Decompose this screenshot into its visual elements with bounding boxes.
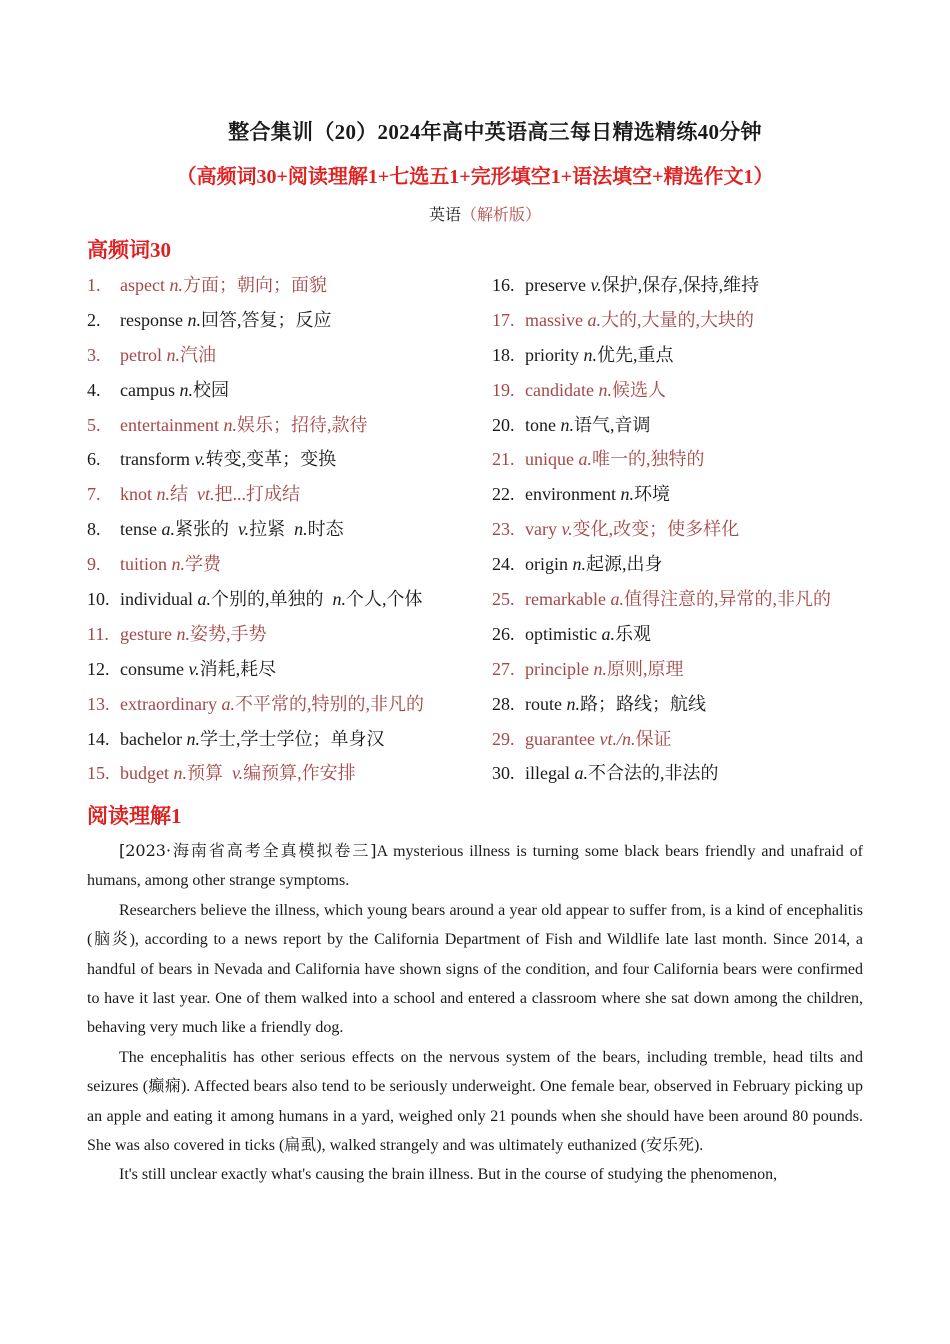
vocab-pos: n. xyxy=(560,414,574,435)
vocab-word: unique xyxy=(525,449,574,470)
vocab-item xyxy=(87,268,327,302)
vocab-row xyxy=(87,338,887,373)
vocab-pos: a. xyxy=(578,449,592,470)
reading-passage xyxy=(87,836,863,1190)
vocab-word: origin xyxy=(525,554,568,575)
vocab-row xyxy=(87,442,887,477)
vocab-word: illegal xyxy=(525,763,570,784)
vocab-pos: vt./n. xyxy=(599,728,636,749)
vocab-number: 18. xyxy=(492,344,515,365)
vocab-pos: n. xyxy=(186,728,200,749)
vocab-number: 4. xyxy=(87,379,101,400)
vocab-meaning: 汽油 xyxy=(180,344,216,365)
vocab-word: campus xyxy=(120,379,175,400)
reading-paragraph: Researchers believe the illness, which young bears around a year old appear to suffer from, is a kind of encephalitis (脑炎), according to a news report by the California Department of Fish and Wildlife late last month. Since 2014, a handful of bears in Nevada and California have shown signs of the condition, and four California bears were confirmed to have it last year. One of them walked into a school and entered a classroom where she sat down among the children, behaving very much like a friendly dog. xyxy=(87,901,863,1037)
vocab-meaning: 保证 xyxy=(635,728,672,749)
vocab-meaning: 把...打成结 xyxy=(214,484,301,505)
reading-paragraph: It's still unclear exactly what's causing the brain illness. But in the course of studying the phenomenon, xyxy=(119,1166,778,1184)
label-suffix: （解析版） xyxy=(461,207,542,224)
vocab-word: individual xyxy=(120,589,193,610)
vocab-item xyxy=(492,338,674,372)
reading-source: [2023·海南省高考全真模拟卷三] xyxy=(119,841,377,860)
vocab-pos: a. xyxy=(574,763,588,784)
vocab-item xyxy=(87,338,216,372)
vocab-item xyxy=(492,547,663,581)
vocab-item xyxy=(492,408,651,442)
vocab-item xyxy=(87,547,221,581)
vocab-number: 14. xyxy=(87,728,110,749)
vocab-number: 2. xyxy=(87,309,101,330)
vocab-pos: a. xyxy=(610,589,624,610)
vocab-word: budget xyxy=(120,763,169,784)
vocab-number: 1. xyxy=(87,275,101,295)
vocab-word: tuition xyxy=(120,554,168,575)
reading-heading: 阅读理解1 xyxy=(87,804,182,828)
vocab-meaning: 学费 xyxy=(185,554,222,575)
vocab-meaning: 紧张的 xyxy=(174,519,229,540)
vocab-pos: n. xyxy=(593,658,607,679)
reading-paragraph: [2023·海南省高考全真模拟卷三]A mysterious illness is turning some black bears friendly and unafraid of humans, among other strange symptoms. xyxy=(87,841,864,890)
vocab-item xyxy=(87,477,300,511)
vocab-word: priority xyxy=(525,344,579,365)
vocab-number: 22. xyxy=(492,484,515,505)
vocab-item xyxy=(492,373,666,407)
vocab-item xyxy=(87,408,367,442)
document-label xyxy=(0,202,950,225)
vocab-meaning: 路；路线；航线 xyxy=(579,693,706,714)
vocab-item xyxy=(87,512,344,546)
vocab-row xyxy=(87,408,887,443)
vocab-word: consume xyxy=(120,658,184,679)
vocab-word: massive xyxy=(525,309,583,330)
vocab-pos: v. xyxy=(194,449,206,470)
vocab-number: 17. xyxy=(492,309,515,330)
vocab-number: 28. xyxy=(492,693,515,714)
vocab-pos: vt. xyxy=(197,484,215,505)
vocab-number: 23. xyxy=(492,519,515,540)
vocab-pos: n. xyxy=(176,623,190,644)
vocab-list xyxy=(87,268,887,791)
vocab-item xyxy=(492,756,718,790)
vocab-meaning: 娱乐；招待,款待 xyxy=(236,414,368,435)
vocab-number: 5. xyxy=(87,414,101,435)
vocab-number: 16. xyxy=(492,275,515,295)
vocab-pos: n. xyxy=(223,414,237,435)
vocab-meaning: 原则,原理 xyxy=(606,658,684,679)
vocab-meaning: 个别的,单独的 xyxy=(211,589,324,610)
vocab-item xyxy=(492,687,706,721)
vocab-word: entertainment xyxy=(120,414,219,435)
vocab-row xyxy=(87,582,887,617)
vocab-meaning: 值得注意的,异常的,非凡的 xyxy=(623,589,831,610)
vocab-word: remarkable xyxy=(525,589,606,610)
vocab-meaning: 结 xyxy=(170,484,189,505)
vocab-pos: n. xyxy=(583,344,597,365)
vocab-pos: n. xyxy=(294,519,308,540)
vocab-pos: n. xyxy=(179,379,193,400)
vocab-word: bachelor xyxy=(120,728,182,749)
vocab-heading: 高频词30 xyxy=(87,238,171,262)
vocab-pos: n. xyxy=(598,379,612,400)
vocab-meaning: 起源,出身 xyxy=(586,554,663,575)
vocab-word: guarantee xyxy=(525,728,595,749)
vocab-word: route xyxy=(525,693,562,714)
vocab-number: 20. xyxy=(492,414,515,435)
vocab-number: 19. xyxy=(492,379,515,400)
vocab-pos: n. xyxy=(620,484,634,505)
vocab-row xyxy=(87,303,887,338)
vocab-item xyxy=(87,722,384,756)
vocab-meaning: 预算 xyxy=(187,763,223,784)
vocab-meaning: 拉紧 xyxy=(249,519,286,540)
vocab-pos: n. xyxy=(332,589,346,610)
vocab-row xyxy=(87,477,887,512)
vocab-pos: a. xyxy=(221,693,235,714)
vocab-row xyxy=(87,373,887,408)
vocab-word: candidate xyxy=(525,379,594,400)
vocab-meaning: 变化,改变；使多样化 xyxy=(572,519,740,540)
vocab-number: 27. xyxy=(492,658,515,679)
vocab-number: 9. xyxy=(87,554,101,575)
vocab-meaning: 大的,大量的,大块的 xyxy=(601,309,754,330)
vocab-meaning: 语气,音调 xyxy=(574,414,651,435)
vocab-pos: n. xyxy=(572,554,586,575)
vocab-item xyxy=(492,652,683,686)
vocab-item xyxy=(492,617,651,651)
vocab-row xyxy=(87,652,887,687)
vocab-pos: v. xyxy=(232,763,244,784)
vocab-number: 6. xyxy=(87,449,101,470)
vocab-row xyxy=(87,617,887,652)
vocab-pos: n. xyxy=(156,484,171,505)
vocab-meaning: 保护,保存,保持,维持 xyxy=(601,275,760,295)
vocab-pos: v. xyxy=(188,658,200,679)
document-subtitle: （高频词30+阅读理解1+七选五1+完形填空1+语法填空+精选作文1） xyxy=(176,166,774,188)
vocab-word: petrol xyxy=(120,344,162,365)
vocab-pos: n. xyxy=(566,693,580,714)
vocab-number: 10. xyxy=(87,589,110,610)
vocab-number: 25. xyxy=(492,589,515,610)
vocab-meaning: 回答,答复；反应 xyxy=(200,309,332,330)
vocab-pos: v. xyxy=(590,275,602,295)
vocab-item xyxy=(87,756,356,790)
vocab-meaning: 唯一的,独特的 xyxy=(592,449,705,470)
vocab-meaning: 乐观 xyxy=(615,623,651,644)
vocab-pos: v. xyxy=(561,519,573,540)
vocab-word: transform xyxy=(120,449,190,470)
vocab-word: aspect xyxy=(120,275,165,295)
vocab-number: 15. xyxy=(87,763,110,784)
vocab-number: 7. xyxy=(87,484,101,505)
vocab-pos: v. xyxy=(237,519,250,540)
vocab-item xyxy=(87,617,266,651)
vocab-item xyxy=(87,582,423,616)
vocab-pos: a. xyxy=(197,589,211,610)
vocab-word: gesture xyxy=(120,623,172,644)
vocab-word: knot xyxy=(120,484,153,505)
vocab-pos: a. xyxy=(587,309,601,330)
vocab-word: extraordinary xyxy=(120,693,217,714)
vocab-number: 12. xyxy=(87,658,110,679)
vocab-item xyxy=(492,303,754,337)
vocab-item xyxy=(87,373,229,407)
vocab-meaning: 消耗,耗尽 xyxy=(199,658,277,679)
vocab-number: 11. xyxy=(87,623,109,644)
vocab-meaning: 校园 xyxy=(192,379,229,400)
document-title: 整合集训（20）2024年高中英语高三每日精选精练40分钟 xyxy=(228,120,762,144)
vocab-item xyxy=(492,442,705,476)
vocab-meaning: 方面；朝向；面貌 xyxy=(182,275,327,295)
vocab-item xyxy=(492,477,670,511)
vocab-number: 13. xyxy=(87,693,110,714)
vocab-word: response xyxy=(120,309,183,330)
vocab-pos: n. xyxy=(166,344,180,365)
vocab-row xyxy=(87,722,887,757)
vocab-number: 8. xyxy=(87,519,101,540)
vocab-item xyxy=(492,722,671,756)
vocab-item xyxy=(492,268,759,302)
vocab-meaning: 候选人 xyxy=(611,379,666,400)
vocab-pos: a. xyxy=(601,623,615,644)
vocab-word: optimistic xyxy=(525,623,597,644)
vocab-meaning: 学士,学士学位；单身汉 xyxy=(199,728,385,749)
vocab-meaning: 个人,个体 xyxy=(346,589,423,610)
vocab-row xyxy=(87,687,887,722)
vocab-row xyxy=(87,512,887,547)
reading-paragraph: The encephalitis has other serious effects on the nervous system of the bears, including tremble, head tilts and seizures (癫痫). Affected bears also tend to be seriously underweight. One female bear, observed in February picking up an apple and eating it among humans in a yard, weighed only 21 pounds when she should have been around 80 pounds. She was also covered in ticks (扁虱), walked strangely and was ultimately euthanized (安乐死). xyxy=(87,1048,863,1155)
vocab-number: 29. xyxy=(492,728,515,749)
vocab-word: environment xyxy=(525,484,616,505)
vocab-row xyxy=(87,268,887,303)
label-prefix: 英语 xyxy=(428,207,461,224)
vocab-word: tone xyxy=(525,414,556,435)
vocab-meaning: 不合法的,非法的 xyxy=(587,763,719,784)
vocab-word: tense xyxy=(120,519,157,540)
vocab-item xyxy=(492,512,739,546)
vocab-item xyxy=(87,652,276,686)
vocab-meaning: 转变,变革；变换 xyxy=(205,449,337,470)
vocab-pos: n. xyxy=(187,309,201,330)
vocab-word: vary xyxy=(525,519,557,540)
vocab-meaning: 不平常的,特别的,非凡的 xyxy=(234,693,424,714)
vocab-number: 3. xyxy=(87,344,101,365)
vocab-number: 24. xyxy=(492,554,515,575)
vocab-pos: n. xyxy=(173,763,187,784)
vocab-meaning: 姿势,手势 xyxy=(189,623,267,644)
vocab-number: 26. xyxy=(492,623,515,644)
vocab-meaning: 环境 xyxy=(633,484,670,505)
vocab-pos: n. xyxy=(171,554,186,575)
vocab-item xyxy=(492,582,831,616)
vocab-meaning: 优先,重点 xyxy=(597,344,674,365)
vocab-item xyxy=(87,687,424,721)
vocab-word: principle xyxy=(525,658,589,679)
vocab-number: 21. xyxy=(492,449,515,470)
vocab-pos: n. xyxy=(169,275,183,295)
vocab-row xyxy=(87,547,887,582)
vocab-number: 30. xyxy=(492,763,515,784)
vocab-item xyxy=(87,303,331,337)
vocab-pos: a. xyxy=(161,519,175,540)
vocab-meaning: 时态 xyxy=(307,519,344,540)
vocab-word: preserve xyxy=(525,275,586,295)
vocab-row xyxy=(87,756,887,791)
vocab-meaning: 编预算,作安排 xyxy=(243,763,356,784)
vocab-item xyxy=(87,442,336,476)
